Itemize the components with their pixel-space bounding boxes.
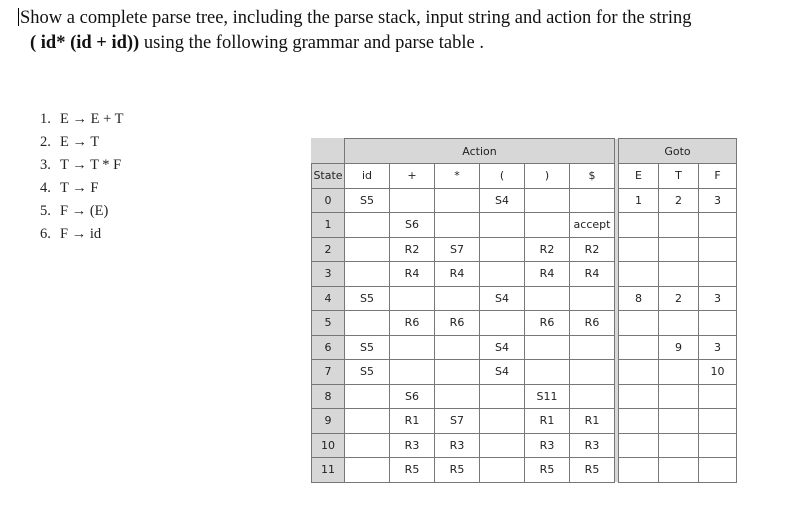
action-cell	[570, 286, 615, 311]
action-column-header: id	[345, 164, 390, 189]
goto-cell	[619, 409, 659, 434]
action-cell	[435, 188, 480, 213]
goto-cell	[659, 409, 699, 434]
action-column-header: +	[390, 164, 435, 189]
action-cell: R3	[390, 433, 435, 458]
action-cell: S4	[480, 360, 525, 385]
action-cell	[345, 262, 390, 287]
rule-number: 3.	[40, 157, 51, 173]
action-cell	[480, 458, 525, 483]
action-cell	[480, 409, 525, 434]
action-cell: S6	[390, 213, 435, 238]
action-cell	[525, 213, 570, 238]
state-cell: 7	[312, 360, 345, 385]
goto-cell	[659, 458, 699, 483]
state-cell: 10	[312, 433, 345, 458]
action-cell: S4	[480, 335, 525, 360]
rule-production: T → T * F	[60, 157, 122, 173]
state-cell: 0	[312, 188, 345, 213]
table-row	[312, 213, 737, 238]
action-cell: R4	[390, 262, 435, 287]
grammar-rule	[40, 108, 124, 131]
goto-cell	[619, 384, 659, 409]
action-cell: R1	[390, 409, 435, 434]
state-header: State	[312, 164, 345, 189]
goto-cell	[619, 335, 659, 360]
action-cell	[570, 335, 615, 360]
rule-number: 1.	[40, 111, 51, 127]
goto-cell	[699, 409, 737, 434]
state-cell: 9	[312, 409, 345, 434]
action-cell: S4	[480, 286, 525, 311]
table-row	[312, 286, 737, 311]
grammar-rule	[40, 131, 124, 154]
action-cell: S4	[480, 188, 525, 213]
action-cell: R2	[525, 237, 570, 262]
action-cell: R4	[435, 262, 480, 287]
question-line-1	[18, 8, 691, 29]
goto-column-header: E	[619, 164, 659, 189]
action-cell	[480, 433, 525, 458]
action-cell	[480, 213, 525, 238]
goto-cell: 1	[619, 188, 659, 213]
action-cell: R2	[570, 237, 615, 262]
grammar-rule	[40, 154, 124, 177]
action-cell	[570, 384, 615, 409]
goto-column-header: T	[659, 164, 699, 189]
action-column-header: *	[435, 164, 480, 189]
action-cell	[435, 360, 480, 385]
goto-cell	[619, 262, 659, 287]
table-row	[312, 237, 737, 262]
action-cell: R5	[390, 458, 435, 483]
grammar-rule	[40, 200, 124, 223]
action-cell: accept	[570, 213, 615, 238]
action-cell: S6	[390, 384, 435, 409]
goto-cell	[619, 433, 659, 458]
action-cell: R4	[570, 262, 615, 287]
action-cell	[390, 360, 435, 385]
rule-number: 4.	[40, 180, 51, 196]
goto-cell	[659, 311, 699, 336]
action-column-header: $	[570, 164, 615, 189]
action-cell: R6	[570, 311, 615, 336]
rule-production: E → T	[60, 134, 100, 150]
table-row	[312, 409, 737, 434]
action-cell: R3	[525, 433, 570, 458]
action-cell: R5	[525, 458, 570, 483]
goto-cell	[659, 433, 699, 458]
action-cell: S5	[345, 188, 390, 213]
goto-cell	[699, 384, 737, 409]
action-cell	[480, 262, 525, 287]
action-cell: R1	[525, 409, 570, 434]
goto-cell	[659, 213, 699, 238]
action-cell	[390, 335, 435, 360]
goto-cell	[659, 360, 699, 385]
goto-cell	[659, 262, 699, 287]
action-cell	[390, 188, 435, 213]
action-cell	[435, 213, 480, 238]
action-cell	[345, 409, 390, 434]
goto-cell	[659, 384, 699, 409]
table-row	[312, 311, 737, 336]
grammar-rule	[40, 177, 124, 200]
action-cell	[480, 384, 525, 409]
action-cell: R4	[525, 262, 570, 287]
action-cell: S7	[435, 409, 480, 434]
action-cell: R5	[435, 458, 480, 483]
goto-column-header: F	[699, 164, 737, 189]
action-cell: R2	[390, 237, 435, 262]
table-row	[312, 188, 737, 213]
goto-cell: 2	[659, 286, 699, 311]
state-cell: 6	[312, 335, 345, 360]
goto-cell	[699, 237, 737, 262]
goto-cell	[699, 262, 737, 287]
action-cell	[525, 188, 570, 213]
action-cell	[435, 384, 480, 409]
table-row	[312, 335, 737, 360]
table-row	[312, 433, 737, 458]
action-cell: R1	[570, 409, 615, 434]
rule-production: T → F	[60, 180, 99, 196]
parse-table	[311, 138, 737, 483]
action-cell: R5	[570, 458, 615, 483]
rule-production: F → id	[60, 226, 102, 242]
state-cell: 3	[312, 262, 345, 287]
action-cell	[570, 360, 615, 385]
state-cell: 8	[312, 384, 345, 409]
rule-production: E → E + T	[60, 111, 124, 127]
action-cell	[480, 237, 525, 262]
goto-cell	[619, 360, 659, 385]
action-header: Action	[345, 139, 615, 164]
table-row	[312, 262, 737, 287]
action-cell	[345, 311, 390, 336]
text-cursor	[18, 8, 19, 26]
table-group-header	[312, 139, 737, 164]
action-cell	[345, 384, 390, 409]
action-cell: R6	[525, 311, 570, 336]
action-cell	[345, 458, 390, 483]
table-column-header	[312, 164, 737, 189]
question-text-1: Show a complete parse tree, including the parse stack, input string and action for the string	[20, 8, 692, 28]
action-cell	[435, 286, 480, 311]
rule-number: 2.	[40, 134, 51, 150]
action-cell: S11	[525, 384, 570, 409]
goto-cell	[699, 311, 737, 336]
rule-number: 6.	[40, 226, 51, 242]
goto-cell: 2	[659, 188, 699, 213]
action-cell: S5	[345, 335, 390, 360]
action-cell	[345, 213, 390, 238]
action-cell	[525, 335, 570, 360]
action-cell	[525, 286, 570, 311]
action-cell: S5	[345, 360, 390, 385]
action-cell: R6	[435, 311, 480, 336]
question-line-2	[30, 33, 484, 54]
goto-cell	[619, 213, 659, 238]
state-cell: 2	[312, 237, 345, 262]
goto-cell: 3	[699, 286, 737, 311]
goto-cell	[699, 213, 737, 238]
table-row	[312, 384, 737, 409]
goto-cell: 10	[699, 360, 737, 385]
action-cell: S5	[345, 286, 390, 311]
action-column-header: )	[525, 164, 570, 189]
goto-cell	[619, 311, 659, 336]
rule-production: F → (E)	[60, 203, 109, 219]
state-cell: 5	[312, 311, 345, 336]
action-cell: S7	[435, 237, 480, 262]
question-text-2: using the following grammar and parse table .	[139, 33, 484, 53]
goto-cell: 8	[619, 286, 659, 311]
action-cell: R3	[435, 433, 480, 458]
action-column-header: (	[480, 164, 525, 189]
action-cell	[345, 237, 390, 262]
goto-cell	[659, 237, 699, 262]
action-cell	[570, 188, 615, 213]
table-row	[312, 458, 737, 483]
action-cell	[435, 335, 480, 360]
action-cell	[390, 286, 435, 311]
goto-header: Goto	[619, 139, 737, 164]
grammar-rule	[40, 223, 124, 246]
action-cell: R6	[390, 311, 435, 336]
header-blank	[312, 139, 345, 164]
goto-cell: 3	[699, 188, 737, 213]
question-target-string: ( id* (id + id))	[30, 33, 140, 53]
goto-cell	[699, 458, 737, 483]
rule-number: 5.	[40, 203, 51, 219]
action-cell	[525, 360, 570, 385]
action-cell	[480, 311, 525, 336]
state-cell: 11	[312, 458, 345, 483]
goto-cell	[619, 458, 659, 483]
goto-cell: 3	[699, 335, 737, 360]
table-row	[312, 360, 737, 385]
action-cell	[345, 433, 390, 458]
state-cell: 1	[312, 213, 345, 238]
action-cell: R3	[570, 433, 615, 458]
goto-cell	[619, 237, 659, 262]
grammar-rules	[40, 108, 124, 246]
goto-cell	[699, 433, 737, 458]
state-cell: 4	[312, 286, 345, 311]
goto-cell: 9	[659, 335, 699, 360]
